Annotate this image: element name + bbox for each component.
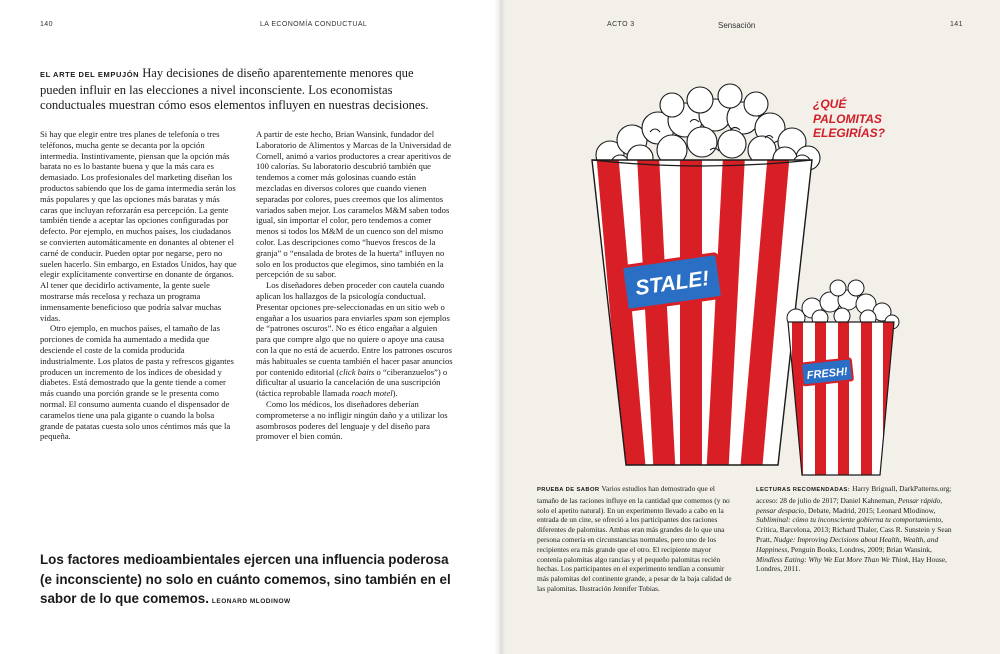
col2-p2-text-d: ). [392, 388, 398, 399]
col2-p2-text-c: o “ciberanzuelos”) o dificultar al usuario la cancelación de una suscripción (táctica reprobable llamada [256, 366, 448, 399]
left-page-number: 140 [40, 21, 53, 28]
reading-text-1: Harry Brignall, DarkPatterns.org; acceso: 28 de julio de 2017; Daniel Kahneman, [756, 484, 952, 505]
right-running-head: Sensación [718, 21, 756, 30]
intro-text: Hay decisiones de diseño aparentemente menores que pueden influir en las elecciones a nivel inconsciente. Los economistas conductuales muestran cómo esos elementos influyen en nuestras decisiones. [40, 66, 429, 112]
reading-title-3: Nudge: Improving Decisions about Health, Wealth, and Happiness [756, 534, 939, 554]
book-gutter [494, 0, 506, 654]
intro-paragraph [40, 66, 450, 114]
reading-text-4: , Penguin Books, Londres, 2009; Brian Wansink, [787, 544, 932, 554]
caption-lecturas-recomendadas [756, 484, 960, 574]
pull-quote [40, 550, 460, 612]
col2-paragraph-2 [256, 280, 453, 399]
col2-p2-roach-motel: roach motel [351, 388, 393, 399]
col2-p2-text-a: Los diseñadores deben proceder con cautela cuando aplican los hallazgos de la psicología conductual. Presentar opciones pre-seleccionadas en un sitio web o engañar a los usuarios para enviarles [256, 280, 445, 323]
right-section: ACTO 3 [607, 21, 635, 28]
col2-paragraph-1: A partir de este hecho, Brian Wansink, fundador del Laboratorio de Alimentos y Marcas de la Universidad de Cornell, animó a varios productores a crear aperitivos de 100 calorías. Su laboratorio descubrió también que tendemos a comer más golosinas cuando están mezcladas en diversos colores que cuando vienen separadas por colores, pues creemos que los alimentos variados saben mejor. Los caramelos M&M saben todos igual, sin importar el color, pero tendemos a comer menos si todos los M&M de un cuenco son del mismo color. Las descripciones como “huevos frescos de la granja” o “ensalada de brotes de la huerta” influyen no solo en los productos que elegimos, sino también en la percepción de su sabor. [256, 129, 452, 280]
fresh-label: FRESH! [806, 365, 849, 382]
col2-p2-spam: spam [384, 312, 403, 323]
reading-text-5: , Hay House, Londres, 2011. [756, 554, 947, 574]
caption-left-text: Varios estudios han demostrado que el tamaño de las raciones influye en la cantidad que comemos (y no solo el apetito natural). En un experimento llevado a cabo en la entrada de un cine, se ofreció a los participantes dos raciones diferentes de palomitas. Ambas eran más grandes de lo que una persona comería en circunstancias normales, pero uno de los recipientes era más grande que el otro. El recipiente mayor contenía palomitas algo rancias y el pequeño palomitas recién hechas. Los participantes en el experimento tendían a consumir más palomitas del continente grande, a pesar de la baja calidad de las palomitas. Ilustración Jennifer Tobias. [537, 484, 732, 593]
col1-paragraph-1: Si hay que elegir entre tres planes de telefonía o tres teléfonos, mucha gente se decanta por la opción intermedia. Instintivamente, piensan que la opción más barata no es lo bastante buena y que la más cara es demasiado. Los profesionales del marketing diseñan los productos sabiendo que los de gama intermedia serán los más populares y que las opciones más baratas y más caras que incluyan reforzarán esa percepción. La gente también tiende a aceptar las opciones configuradas por defecto. Por ejemplo, en muchos países, los ciudadanos se convierten automáticamente en donantes al obtener el carné de conducir. Pueden optar por negarse, pero no suelen hacerlo. Sin embargo, en Estados Unidos, hay que elegir explícitamente convertirse en donante de órganos. Al tener que decidirlo activamente, la gente suele mostrarse más recelosa y rechaza un programa inmensamente beneficioso que podría salvar muchas vidas. [40, 129, 237, 323]
caption-prueba-de-sabor [537, 484, 733, 594]
right-page-number: 141 [950, 21, 963, 28]
reading-title-1: Pensar rápido, pensar despacio [756, 495, 943, 515]
pull-quote-attribution: LEONARD MLODINOW [211, 598, 291, 605]
reading-title-2: Subliminal: cómo tu inconsciente gobierna tu comportamiento [756, 515, 942, 525]
pull-quote-text: Los factores medioambientales ejercen una influencia poderosa (e inconsciente) no solo en cuánto comemos, sino también en el sabor de lo que comemos. [40, 552, 451, 606]
caption-left-label: PRUEBA DE SABOR [537, 487, 600, 493]
body-column-2 [256, 129, 453, 442]
reading-text-2: , Debate, Madrid, 2015; Leonard Mlodinow, [804, 505, 936, 515]
stale-label: STALE! [633, 266, 711, 301]
col2-paragraph-3: Como los médicos, los diseñadores deberían comprometerse a no infligir ningún daño y a utilizar los asombrosos poderes del lenguaje y del diseño para promover el bien común. [256, 398, 448, 442]
col2-p2-text-b: son ejemplos de “patrones oscuros”. No es ético engañar a alguien para que compre algo que no quiere o apoye una causa con la que no está de acuerdo. Entre los patrones oscuros más habituales se cuenta también el hacer pasar anuncios por contenido editorial ( [256, 312, 453, 377]
reading-title-4: Mindless Eating: Why We Eat More Than We Think [756, 554, 909, 564]
illustration-question: ¿QUÉ PALOMITAS ELEGIRÍAS? [813, 97, 886, 140]
col1-paragraph-2: Otro ejemplo, en muchos países, el tamaño de las porciones de comida ha aumentado a medida que desciende el coste de la comida producida industrialmente. Los platos de pasta y refrescos gigantes producen un incremento de los índices de obesidad y diabetes. Está demostrado que la gente tiende a comer más cuando una porción grande se le presenta como normal. El consumo aumenta cuando el dispensador de caramelos tiene una pala gigante o cuando la bolsa grande de patatas cuesta solo unos céntimos más que la pequeña. [40, 323, 234, 442]
caption-right-label: LECTURAS RECOMENDADAS: [756, 487, 851, 493]
intro-kicker: EL ARTE DEL EMPUJÓN [40, 70, 140, 79]
reading-text-3: , Crítica, Barcelona, 2013; Richard Thaler, Cass R. Sunstein y Sean Pratt, [756, 515, 952, 544]
left-running-head: LA ECONOMÍA CONDUCTUAL [260, 21, 368, 28]
small-popcorn-carton [780, 318, 900, 478]
col2-p2-clickbaits: click baits [339, 366, 375, 377]
body-column-1 [40, 129, 237, 442]
